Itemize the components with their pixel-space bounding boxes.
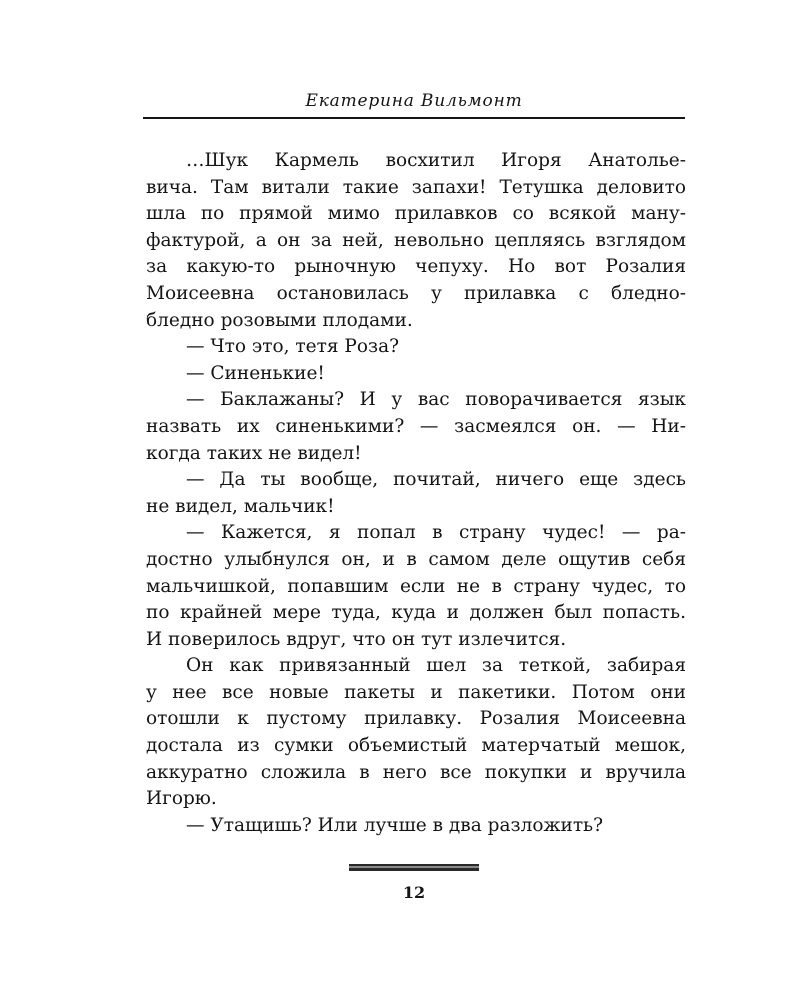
text-line: Моисеевна остановилась у прилавка с бледно-	[146, 282, 686, 304]
text-line: достно улыбнулся он, и в самом деле ощутив себя	[146, 548, 686, 570]
text-line: достала из сумки объемистый матерчатый мешок,	[146, 735, 686, 757]
running-head-author: Екатерина Вильмонт	[305, 91, 523, 111]
text-line: …Шук Кармель восхитил Игоря Анатолье-	[186, 150, 686, 171]
text-line: фактурой, а он за ней, невольно цепляясь взглядом	[146, 229, 686, 251]
text-line: назвать их синенькими? — засмеялся он. — Ни-	[146, 415, 686, 437]
text-line: — Баклажаны? И у вас поворачивается язык	[186, 389, 686, 411]
header-rule	[143, 117, 685, 119]
text-line: Он как привязанный шел за теткой, забирая	[186, 655, 686, 677]
text-line: отошли к пустому прилавку. Розалия Моисеевна	[146, 708, 686, 730]
text-line: не видел, мальчик!	[146, 495, 335, 517]
footer-rule	[349, 864, 479, 871]
text-line: шла по прямой мимо прилавков со всякой ману-	[146, 203, 686, 225]
text-line: — Кажется, я попал в страну чудес! — ра-	[186, 522, 686, 544]
text-line: мальчишкой, попавшим если не в страну чудес, то	[146, 575, 686, 597]
body-text	[146, 148, 686, 839]
text-line: по крайней мере туда, куда и должен был попасть.	[146, 602, 686, 624]
text-line: И поверилось вдруг, что он тут излечится.	[146, 628, 567, 650]
text-line: у нее все новые пакеты и пакетики. Потом они	[146, 681, 686, 703]
text-line: — Да ты вообще, почитай, ничего еще здесь	[186, 469, 686, 491]
text-line: за какую-то рыночную чепуху. Но вот Розалия	[146, 256, 686, 278]
text-line: когда таких не видел!	[146, 442, 362, 464]
text-line: Игорю.	[146, 788, 217, 810]
text-line: бледно розовыми плодами.	[146, 309, 413, 331]
text-line: — Что это, тетя Роза?	[186, 336, 400, 358]
text-line: вича. Там витали такие запахи! Тетушка деловито	[146, 176, 686, 198]
text-line: аккуратно сложила в него все покупки и вручила	[146, 761, 686, 783]
text-line: — Утащишь? Или лучше в два разложить?	[186, 814, 604, 836]
text-line: — Синенькие!	[186, 362, 325, 384]
page-number: 12	[402, 883, 426, 902]
